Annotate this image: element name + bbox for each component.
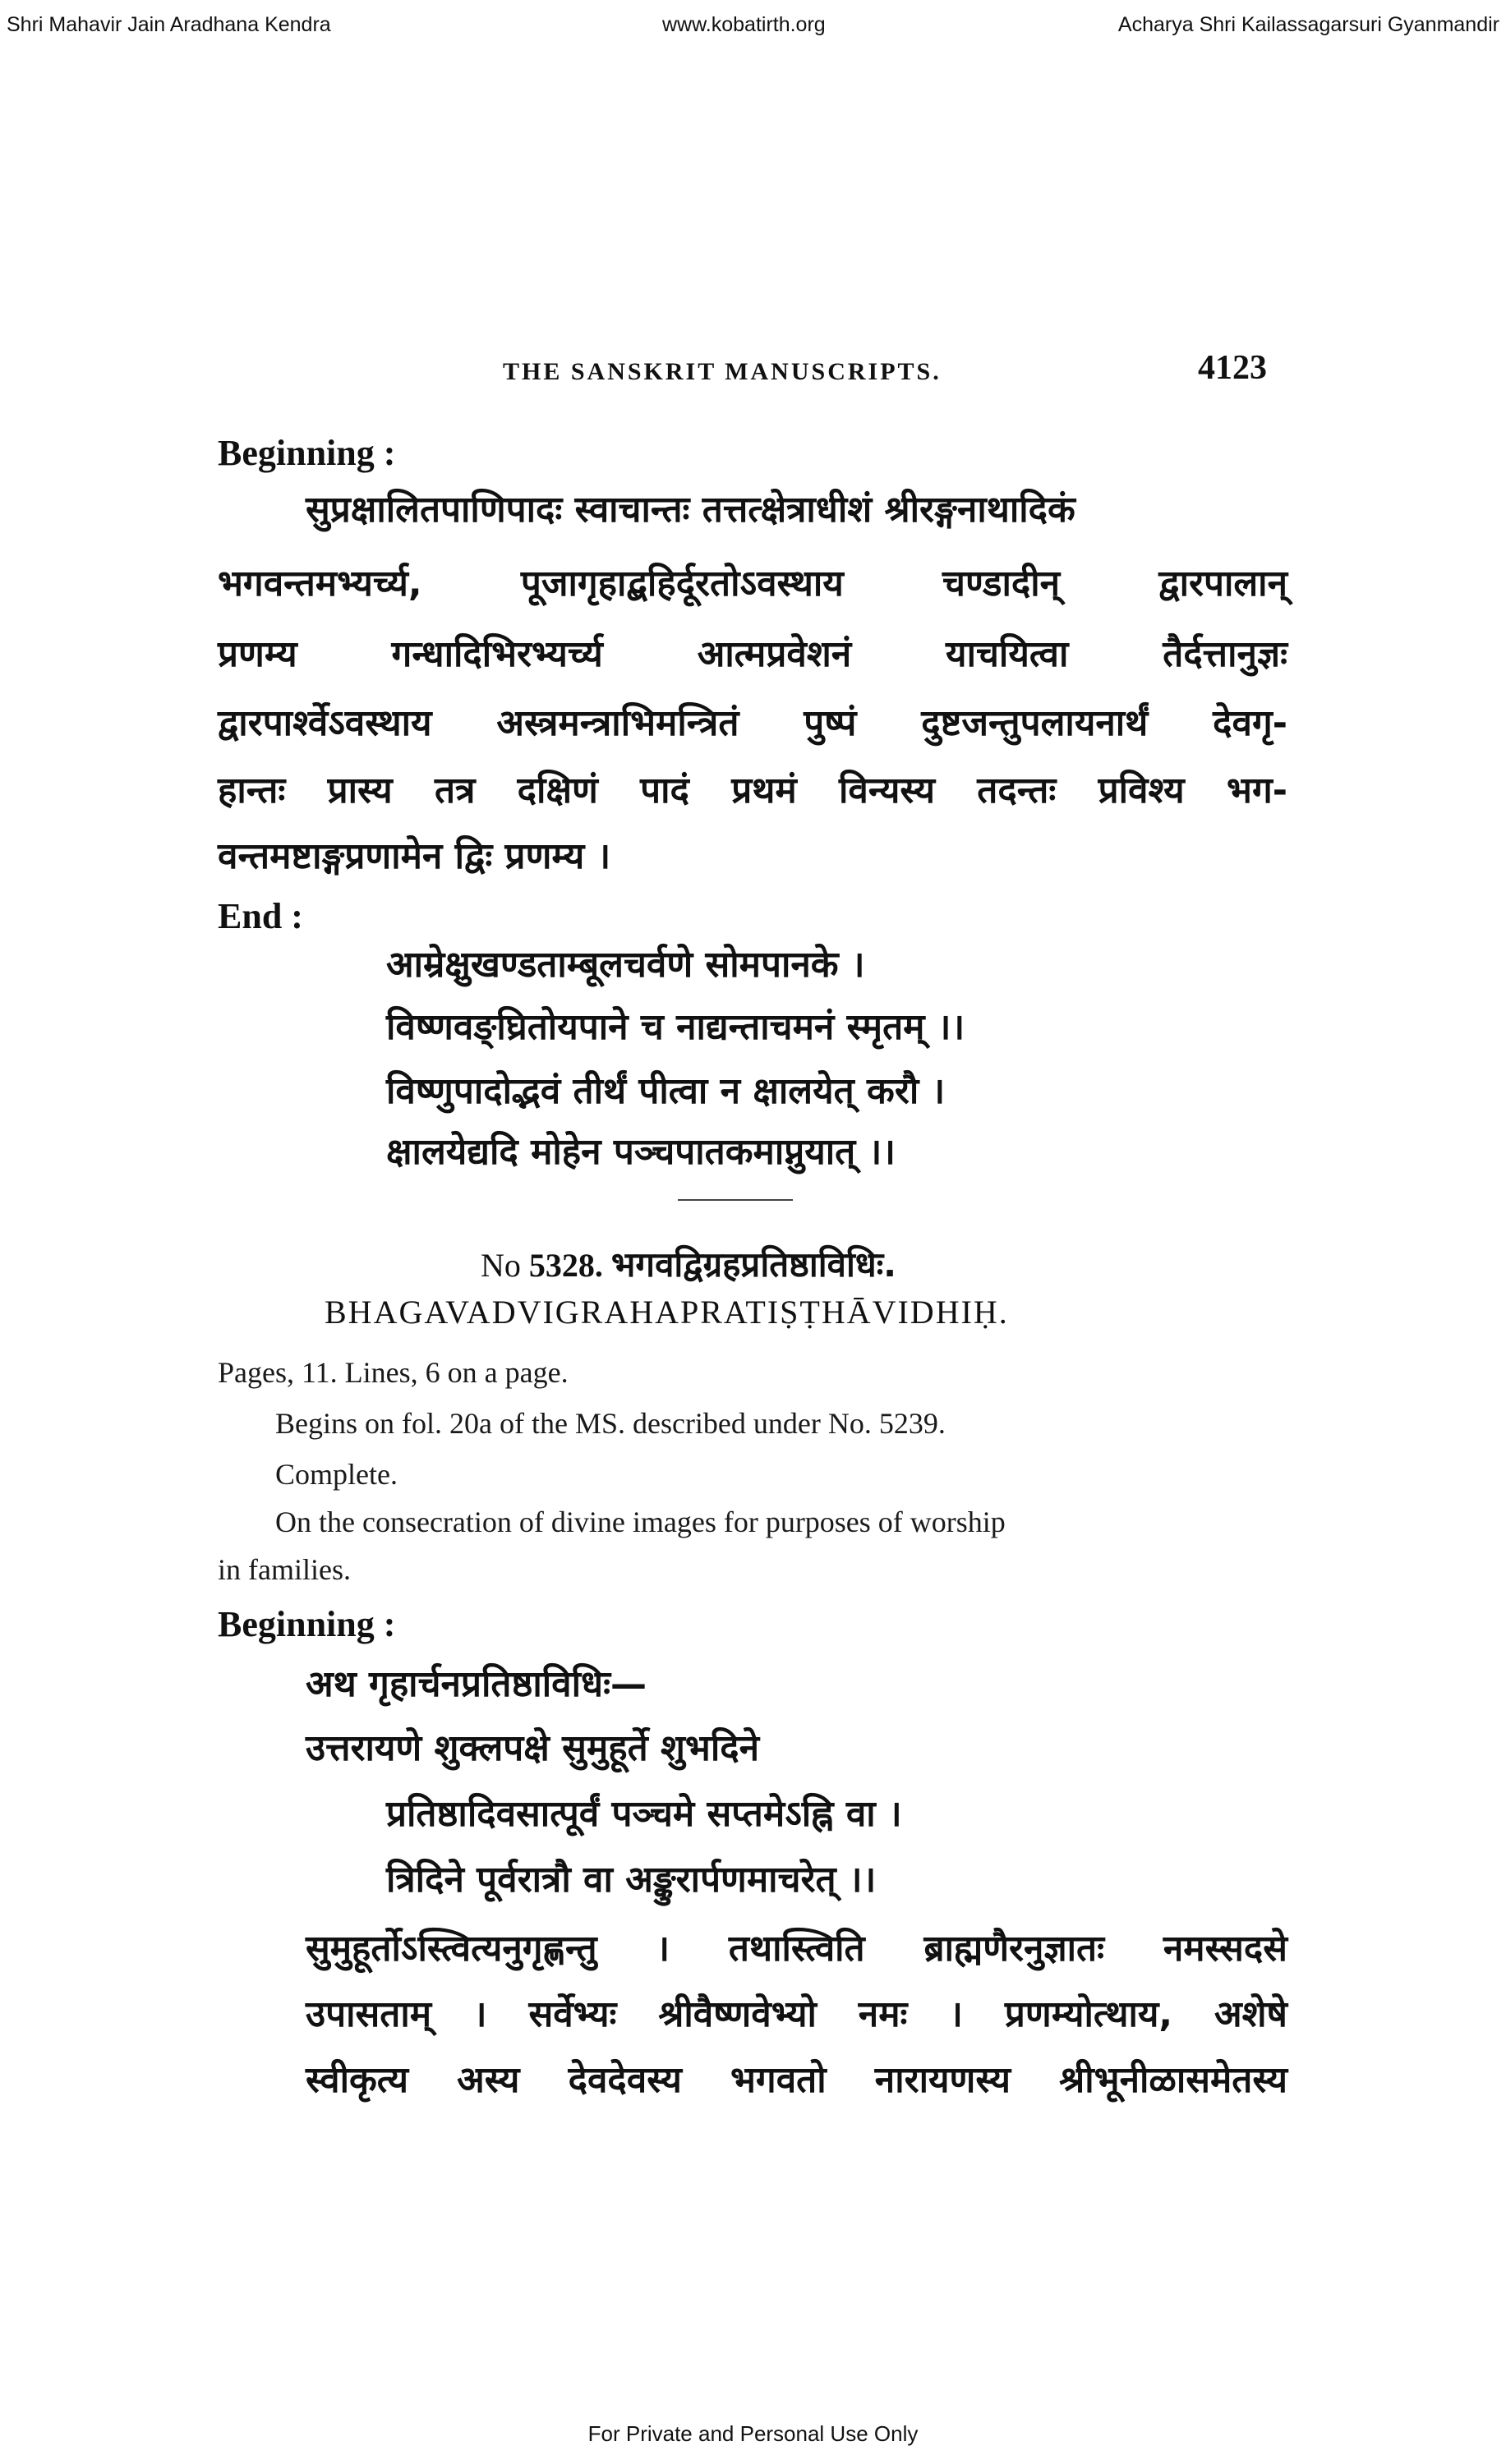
begins-on-info: Begins on fol. 20a of the MS. described under No. 5239. [275,1407,946,1440]
pages-lines-info: Pages, 11. Lines, 6 on a page. [218,1356,569,1389]
entry-beginning-line-2: उत्तरायणे शुक्लपक्षे सुमुहूर्ते शुभदिने [306,1727,759,1769]
entry-beginning-line-7: स्वीकृत्य अस्य देवदेवस्य भगवतो नारायणस्य श्रीभूनीळासमेतस्य [306,2059,1287,2101]
entry-beginning-line-6: उपासताम् । सर्वेभ्यः श्रीवैष्णवेभ्यो नमः । प्रणम्योत्थाय, अशेषे [306,1993,1287,2035]
page-number: 4123 [1198,349,1267,387]
section-divider [678,1199,793,1201]
beginning-line-6: वन्तमष्टाङ्गप्रणामेन द्विः प्रणम्य । [218,835,611,877]
description-line-1: On the consecration of divine images for purposes of worship [275,1506,1006,1538]
beginning-line-4: द्वारपार्श्वेऽवस्थाय अस्त्रमन्त्राभिमन्त्रितं पुष्पं दुष्टजन्तुपलायनार्थं देवगृ- [218,702,1287,744]
entry-beginning-line-5: सुमुहूर्तोऽस्त्वित्यनुगृह्णन्तु । तथास्त्विति ब्राह्मणैरनुज्ञातः नमस्सदसे [306,1928,1287,1970]
entry-beginning-line-4: त्रिदिने पूर्वरात्रौ वा अङ्कुरार्पणमाचरेत् ।। [386,1859,877,1901]
header-left-text: Shri Mahavir Jain Aradhana Kendra [7,13,331,36]
end-line-4: क्षालयेद्यदि मोहेन पञ्चपातकमाप्नुयात् ।। [386,1131,896,1173]
entry-number: 5328. [528,1247,603,1284]
running-title: THE SANSKRIT MANUSCRIPTS. [503,358,942,385]
end-line-2: विष्णवङ्घ्रितोयपाने च नाद्यन्ताचमनं स्मृतम् ।। [386,1006,965,1048]
entry-title-transliterated: BHAGAVADVIGRAHAPRATIṢṬHĀVIDHIḤ. [325,1294,1009,1331]
beginning-line-2: भगवन्तमभ्यर्च्य, पूजागृहाद्बहिर्दूरतोऽवस्थाय चण्डादीन् द्वारपालान् [218,563,1287,605]
complete-status: Complete. [275,1458,398,1491]
entry-beginning-label: Beginning : [218,1604,396,1644]
beginning-line-5: हान्तः प्रास्य तत्र दक्षिणं पादं प्रथमं विन्यस्य तदन्तः प्रविश्य भग- [218,770,1287,811]
footer-text: For Private and Personal Use Only [587,2421,919,2446]
beginning-label: Beginning : [218,433,396,473]
beginning-line-3: प्रणम्य गन्धादिभिरभ्यर्च्य आत्मप्रवेशनं याचयित्वा तैर्दत्तानुज्ञः [218,633,1287,675]
entry-number-line [481,1240,896,1287]
end-label: End : [218,896,303,936]
entry-title-devanagari: भगवद्विग्रहप्रतिष्ठाविधिः. [610,1244,897,1285]
header-center-url[interactable]: www.kobatirth.org [662,13,826,36]
end-line-1: आम्रेक्षुखण्डताम्बूलचर्वणे सोमपानके । [386,944,865,986]
description-line-2: in families. [218,1553,351,1586]
end-line-3: विष्णुपादोद्भवं तीर्थं पीत्वा न क्षालयेत् करौ । [386,1070,946,1112]
beginning-line-1: सुप्रक्षालितपाणिपादः स्वाचान्तः तत्तत्क्षेत्राधीशं श्रीरङ्गनाथादिकं [306,489,1075,531]
entry-no-prefix: No [481,1247,521,1284]
entry-beginning-line-1: अथ गृहार्चनप्रतिष्ठाविधिः— [306,1663,647,1705]
header-right-text: Acharya Shri Kailassagarsuri Gyanmandir [1117,13,1499,36]
entry-beginning-line-3: प्रतिष्ठादिवसात्पूर्वं पञ्चमे सप्तमेऽह्नि वा । [386,1793,902,1835]
